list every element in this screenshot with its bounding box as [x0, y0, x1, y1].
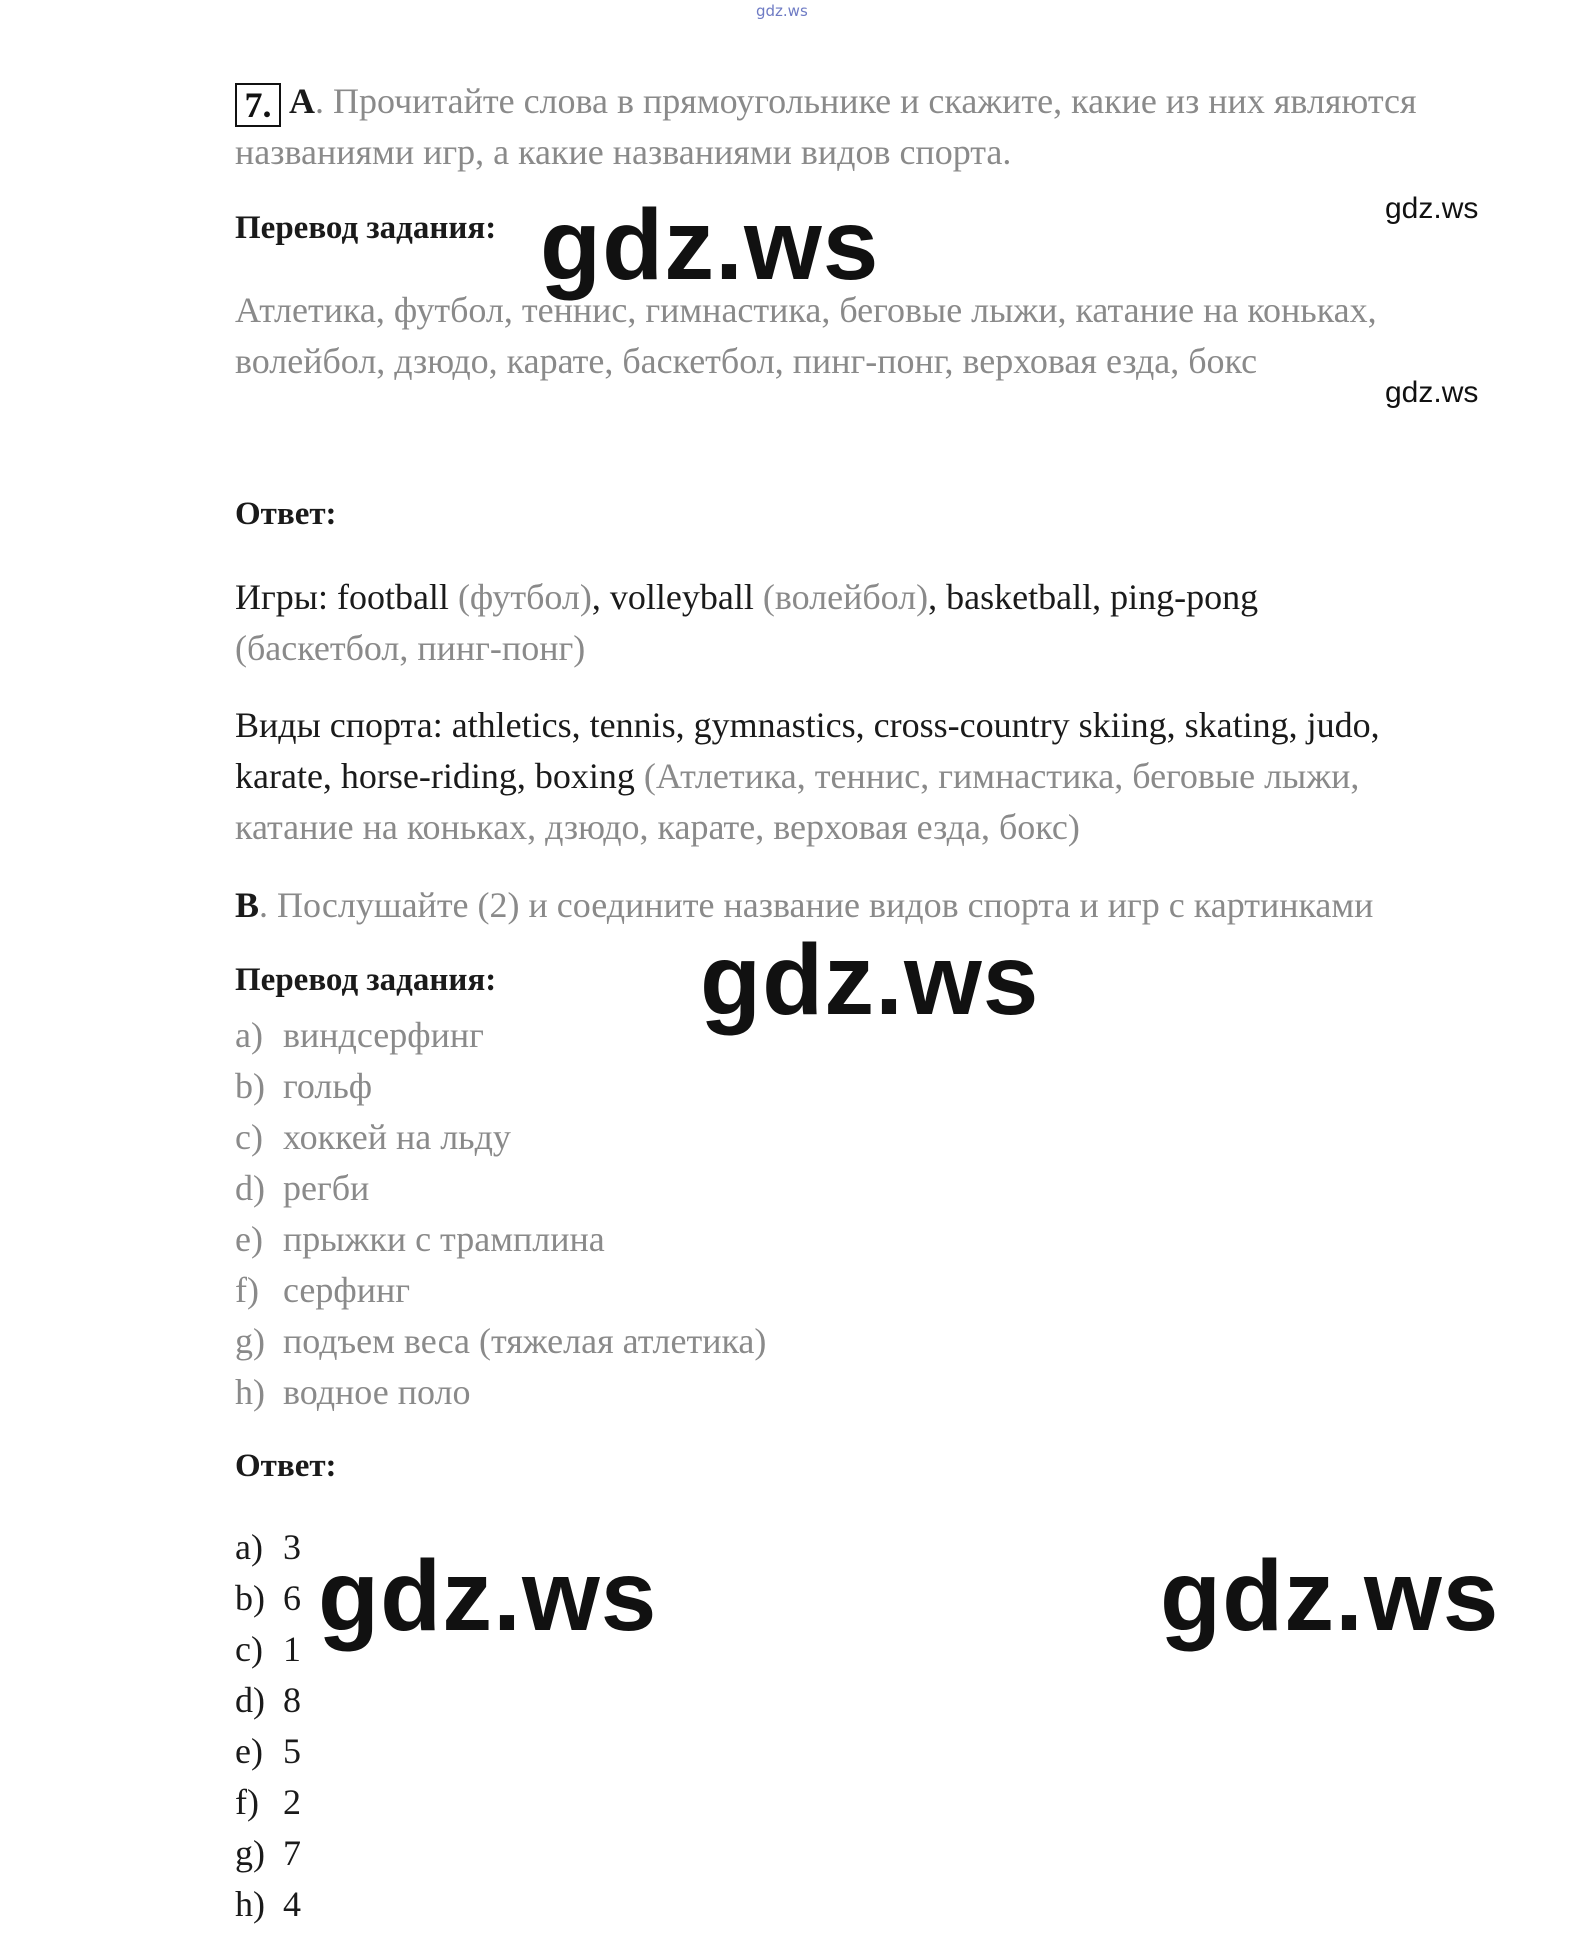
list-item: g) 7 [235, 1833, 301, 1873]
list-item: d) 8 [235, 1680, 301, 1720]
task-a-text-2: названиями игр, а какие названиями видов спорта. [235, 132, 1012, 172]
task-b-answer-list [235, 1522, 301, 1930]
games-translation-1: (футбол) [448, 577, 592, 617]
games-word-2: volleyball [609, 577, 754, 617]
list-item: a) виндсерфинг [235, 1015, 484, 1055]
watermark-small-1: gdz.ws [1385, 192, 1479, 225]
task-a-text-1: . Прочитайте слова в прямоугольнике и скажите, какие из них являются [315, 81, 1417, 121]
list-item: h) водное поло [235, 1372, 471, 1412]
watermark-small-2: gdz.ws [1385, 376, 1479, 409]
list-item: f) серфинг [235, 1270, 411, 1310]
list-item: f) 2 [235, 1782, 301, 1822]
list-item: a) 3 [235, 1527, 301, 1567]
task-number: 7. [235, 83, 281, 127]
sports-line-2-words: karate, horse-riding, boxing [235, 756, 644, 796]
list-item: e) прыжки с трамплина [235, 1219, 605, 1259]
sports-line-3: катание на коньках, дзюдо, карате, верховая езда, бокс) [235, 807, 1080, 847]
list-item: g) подъем веса (тяжелая атлетика) [235, 1321, 767, 1361]
task-a-line1 [235, 76, 1417, 127]
games-translation-2: (волейбол) [753, 577, 929, 617]
sports-line-2 [235, 751, 1359, 802]
list-item: h) 4 [235, 1884, 301, 1924]
task-b-translation-heading: Перевод задания: [235, 962, 497, 998]
watermark-big-1: gdz.ws [540, 189, 880, 301]
watermark-top: gdz.ws [756, 2, 808, 20]
games-sep-1: , [591, 577, 610, 617]
sports-line-1: Виды спорта: athletics, tennis, gymnastics, cross-country skiing, skating, judo, [235, 705, 1380, 745]
list-item: b) 6 [235, 1578, 301, 1618]
list-item: c) 1 [235, 1629, 301, 1669]
watermark-big-2: gdz.ws [700, 924, 1040, 1036]
games-translation-3: (баскетбол, пинг-понг) [235, 628, 586, 668]
list-item: e) 5 [235, 1731, 301, 1771]
games-label: Игры: [235, 577, 337, 617]
task-a-translation-1: Атлетика, футбол, теннис, гимнастика, беговые лыжи, катание на коньках, [235, 290, 1377, 330]
list-item: c) хоккей на льду [235, 1117, 511, 1157]
task-a-translation-2: волейбол, дзюдо, карате, баскетбол, пинг-понг, верховая езда, бокс [235, 341, 1258, 381]
task-b-translation-list [235, 1010, 766, 1418]
list-item: d) регби [235, 1168, 370, 1208]
task-b-answer-heading: Ответ: [235, 1448, 337, 1484]
watermark-big-4: gdz.ws [1160, 1540, 1500, 1652]
sports-line-2-translation: (Атлетика, теннис, гимнастика, беговые лыжи, [643, 756, 1360, 796]
task-a-letter: A [289, 81, 315, 121]
list-item: b) гольф [235, 1066, 373, 1106]
games-line [235, 572, 1258, 623]
games-word-1: football [336, 577, 449, 617]
watermark-big-3: gdz.ws [318, 1540, 658, 1652]
task-b-letter: B [235, 885, 260, 925]
task-a-answer-heading: Ответ: [235, 496, 337, 532]
task-b-text: . Послушайте (2) и соедините название видов спорта и игр с картинками [259, 885, 1374, 925]
task-a-translation-heading: Перевод задания: [235, 210, 497, 246]
games-rest: , basketball, ping-pong [928, 577, 1259, 617]
